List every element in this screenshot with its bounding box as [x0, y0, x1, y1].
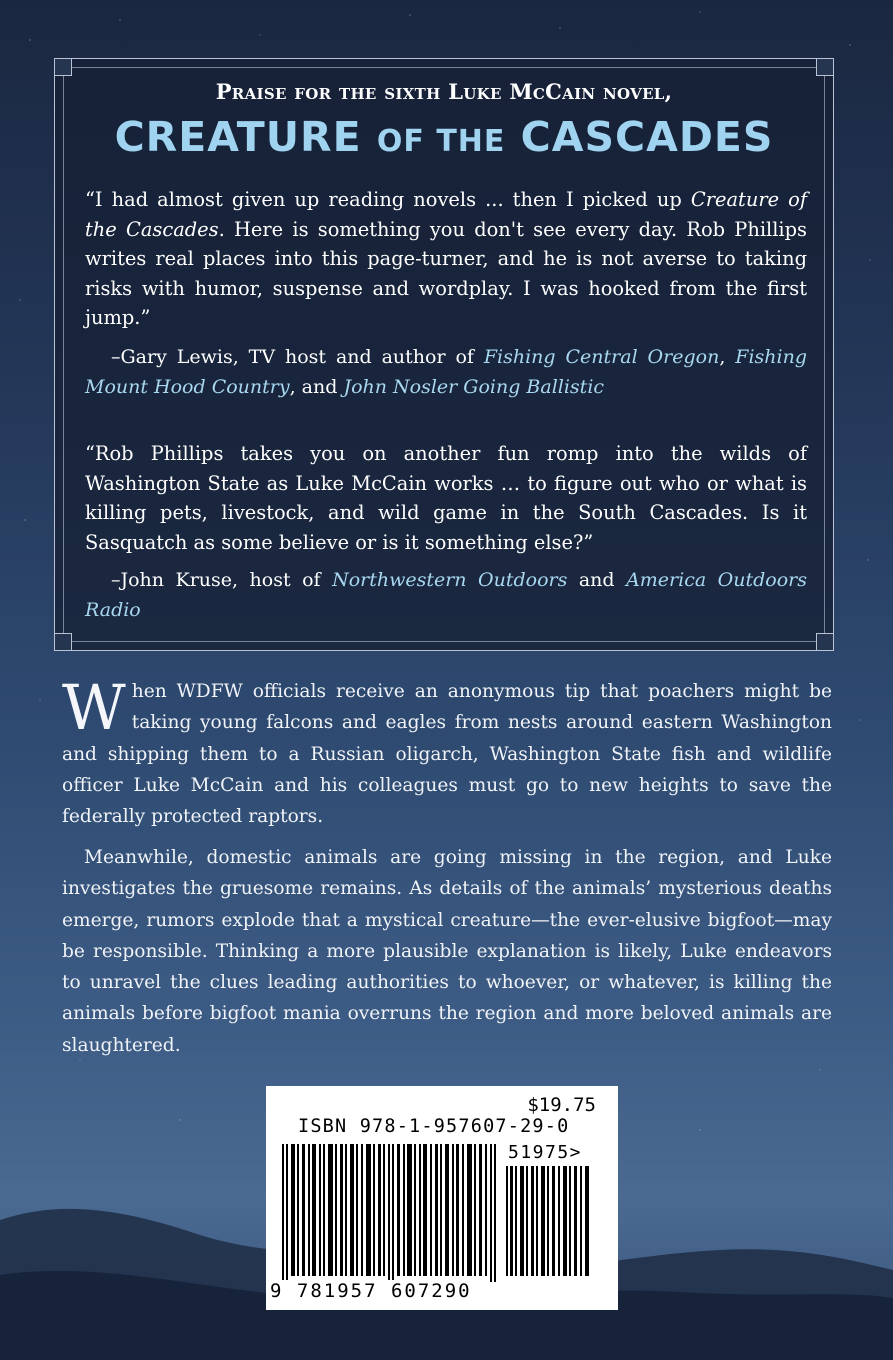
attribution-name: –Gary Lewis, TV host and author of — [111, 346, 484, 368]
synopsis-paragraph-1 — [62, 671, 832, 832]
title-small: OF THE — [376, 124, 506, 159]
praise-header: Praise for the sixth Luke McCain novel, — [215, 79, 673, 104]
barcode-box — [266, 1086, 618, 1310]
attribution-name: –John Kruse, host of — [111, 569, 333, 591]
attribution-work: John Nosler Going Ballistic — [343, 375, 605, 398]
attribution-separator: , and — [289, 375, 344, 398]
price-addon-barcode — [506, 1166, 592, 1276]
synopsis-paragraph-2: Meanwhile, domestic animals are going missing in the region, and Luke investigates the gruesome remains. As details of the animals’ mysterious deaths emerge, rumors explode that a mystical creature—the ever-elusive bigfoot—may be responsible. Thinking a more plausible explanation is likely, Luke endeavors to unravel the clues leading authorities to whoever, or whatever, is killing the animals before bigfoot mania overruns the region and more beloved animals are slaughtered. — [62, 847, 832, 1056]
quote-1 — [85, 185, 807, 333]
isbn-barcode — [282, 1144, 502, 1282]
quote-text: “I had almost given up reading novels ... then I picked up — [85, 188, 691, 211]
price-label: $19.75 — [527, 1094, 596, 1116]
title-part: CASCADES — [505, 113, 774, 161]
title-part: CREATURE — [114, 113, 377, 161]
isbn-digits: 9 781957 607290 — [270, 1280, 472, 1302]
isbn-label: ISBN 978-1-957607-29-0 — [298, 1116, 570, 1137]
corner-ornament — [54, 633, 72, 651]
attribution-work: America Outdoors Radio — [85, 569, 807, 621]
attribution-work: Fishing Central Oregon — [483, 346, 720, 368]
quote-2: “Rob Phillips takes you on another fun romp into the wilds of Washington State as Luke McCain works … to figure out who or what is killing pets, livestock, and wild game in the South Cascades. Is it Sasquatch as some believe or is it something else?” — [85, 442, 807, 554]
corner-ornament — [54, 58, 72, 76]
quote-book-title: Creature of the Cascades — [85, 188, 807, 241]
attribution-2 — [85, 566, 807, 625]
praise-box — [54, 58, 834, 651]
book-title — [55, 113, 833, 161]
attribution-1 — [85, 343, 807, 402]
quote-text: . Here is something you don't see every day. Rob Phillips writes real places into this page-turner, and he is not averse to taking risks with humor, suspense and wordplay. I was hooked from the first jump.” — [85, 217, 807, 329]
drop-cap: W — [62, 671, 126, 744]
attribution-work: Northwestern Outdoors — [332, 569, 568, 591]
corner-ornament — [816, 58, 834, 76]
corner-ornament — [816, 633, 834, 651]
price-addon-label: 51975> — [508, 1142, 583, 1163]
attribution-work: Fishing Mount Hood Country — [85, 346, 808, 398]
attribution-separator: , — [719, 346, 736, 368]
attribution-separator: and — [567, 569, 627, 591]
synopsis-text: hen WDFW officials receive an anonymous tip that poachers might be taking young falcons and eagles from nests around eastern Washington and shipping them to a Russian oligarch, Washington State fish and wildlife officer Luke McCain and his colleagues must go to new heights to save the federally protected raptors. — [62, 681, 832, 828]
